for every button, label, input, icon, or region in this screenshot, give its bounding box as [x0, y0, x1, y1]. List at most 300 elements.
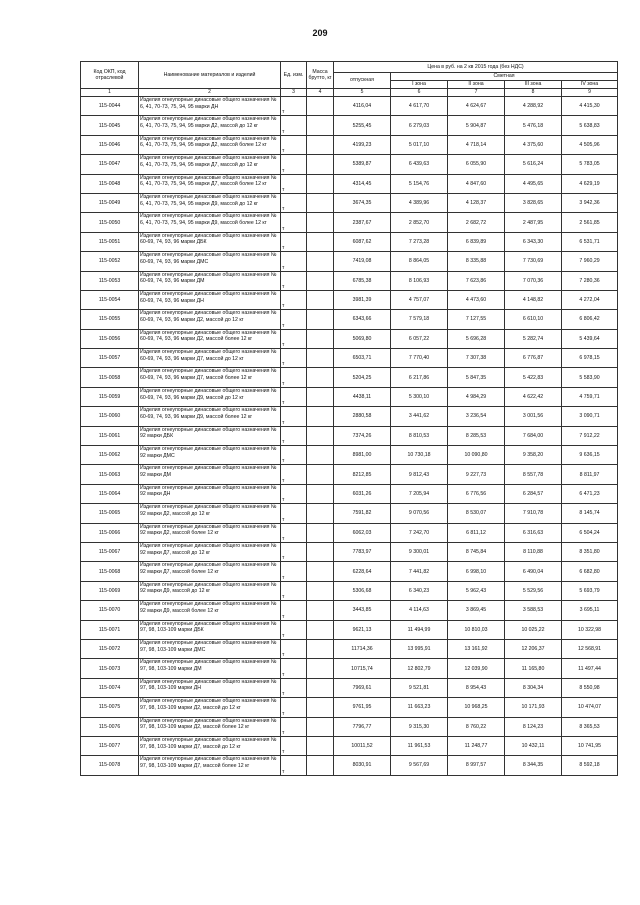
table-row: [81, 426, 618, 445]
row-price-zone-3: 5 282,74: [505, 329, 562, 348]
row-code: 115-0077: [81, 736, 139, 755]
table-row: [81, 542, 618, 561]
row-price-zone-2: 8 335,88: [448, 252, 505, 271]
row-price-zone-4: 5 693,79: [562, 581, 618, 600]
row-price-zone-1: 6 217,86: [391, 368, 448, 387]
table-row: [81, 97, 618, 116]
table-row: [81, 504, 618, 523]
row-price-zone-3: 12 206,37: [505, 639, 562, 658]
row-name: Изделия огнеупорные динасовые общего назначения № 92 марки Д2, массой более 12 кг: [139, 523, 281, 542]
row-price-otpusk: 10715,74: [334, 659, 391, 678]
row-code: 115-0045: [81, 116, 139, 135]
row-price-zone-1: 9 812,43: [391, 465, 448, 484]
table-row: [81, 698, 618, 717]
row-price-zone-1: 7 579,18: [391, 310, 448, 329]
row-mass: [307, 639, 334, 658]
row-unit: т: [281, 426, 307, 445]
row-mass: [307, 213, 334, 232]
row-code: 115-0056: [81, 329, 139, 348]
row-unit: т: [281, 368, 307, 387]
row-price-zone-2: 4 624,67: [448, 97, 505, 116]
row-price-zone-4: 6 806,42: [562, 310, 618, 329]
row-unit: т: [281, 717, 307, 736]
row-unit: т: [281, 756, 307, 775]
row-code: 115-0059: [81, 387, 139, 406]
row-unit: т: [281, 465, 307, 484]
row-price-otpusk: 5204,25: [334, 368, 391, 387]
column-number: 8: [505, 89, 562, 97]
row-price-zone-2: 6 839,89: [448, 232, 505, 251]
row-price-zone-2: 10 968,25: [448, 698, 505, 717]
row-price-zone-2: 7 307,38: [448, 349, 505, 368]
table-row: [81, 659, 618, 678]
row-price-zone-4: 3 090,71: [562, 407, 618, 426]
row-price-zone-1: 9 070,56: [391, 504, 448, 523]
row-price-zone-2: 9 227,73: [448, 465, 505, 484]
row-price-zone-2: 12 039,90: [448, 659, 505, 678]
row-price-zone-4: 6 682,80: [562, 562, 618, 581]
row-price-zone-1: 4 757,07: [391, 290, 448, 309]
row-name: Изделия огнеупорные динасовые общего назначения № 6, 41, 70-73, 75, 94, 95 марки Д7, массой до 12 кг: [139, 155, 281, 174]
row-price-otpusk: 6228,64: [334, 562, 391, 581]
row-code: 115-0076: [81, 717, 139, 736]
row-price-zone-1: 4 389,96: [391, 193, 448, 212]
row-price-zone-1: 4 617,70: [391, 97, 448, 116]
row-price-zone-4: 3 942,36: [562, 193, 618, 212]
column-number: 5: [334, 89, 391, 97]
row-code: 115-0046: [81, 135, 139, 154]
row-price-zone-3: 8 304,34: [505, 678, 562, 697]
row-name: Изделия огнеупорные динасовые общего назначения № 92 марки ДМС: [139, 446, 281, 465]
table-row: [81, 446, 618, 465]
row-unit: т: [281, 736, 307, 755]
row-code: 115-0068: [81, 562, 139, 581]
row-price-zone-3: 5 422,83: [505, 368, 562, 387]
row-name: Изделия огнеупорные динасовые общего назначения № 60-69, 74, 93, 96 марки ДМС: [139, 252, 281, 271]
row-code: 115-0071: [81, 620, 139, 639]
row-price-zone-3: 3 001,56: [505, 407, 562, 426]
header-zone-2: II зона: [448, 81, 505, 89]
row-mass: [307, 349, 334, 368]
row-unit: т: [281, 310, 307, 329]
row-unit: т: [281, 387, 307, 406]
row-price-zone-3: 9 358,20: [505, 446, 562, 465]
row-name: Изделия огнеупорные динасовые общего назначения № 92 марки Д2, массой до 12 кг: [139, 504, 281, 523]
row-price-zone-1: 7 273,28: [391, 232, 448, 251]
row-price-zone-4: 7 912,22: [562, 426, 618, 445]
row-price-zone-2: 8 954,43: [448, 678, 505, 697]
row-price-zone-4: 5 439,64: [562, 329, 618, 348]
row-name: Изделия огнеупорные динасовые общего назначения № 97, 98, 103-109 марки ДБК: [139, 620, 281, 639]
row-price-zone-2: 5 904,87: [448, 116, 505, 135]
row-price-otpusk: 7374,26: [334, 426, 391, 445]
row-price-zone-3: 6 284,57: [505, 484, 562, 503]
row-price-zone-3: 11 165,80: [505, 659, 562, 678]
row-price-zone-1: 6 057,22: [391, 329, 448, 348]
table-row: [81, 174, 618, 193]
row-price-zone-1: 10 730,18: [391, 446, 448, 465]
row-mass: [307, 736, 334, 755]
row-name: Изделия огнеупорные динасовые общего назначения № 92 марки ДН: [139, 484, 281, 503]
row-name: Изделия огнеупорные динасовые общего назначения № 92 марки ДБК: [139, 426, 281, 445]
row-mass: [307, 601, 334, 620]
row-name: Изделия огнеупорные динасовые общего назначения № 6, 41, 70-73, 75, 94, 95 марки Д2, массой до 12 кг: [139, 116, 281, 135]
row-price-zone-2: 10 810,03: [448, 620, 505, 639]
row-price-zone-1: 7 242,70: [391, 523, 448, 542]
row-price-zone-4: 3 695,11: [562, 601, 618, 620]
row-price-zone-1: 8 810,53: [391, 426, 448, 445]
table-row: [81, 484, 618, 503]
row-name: Изделия огнеупорные динасовые общего назначения № 6, 41, 70-73, 75, 94, 95 марки ДН: [139, 97, 281, 116]
row-mass: [307, 329, 334, 348]
row-price-zone-1: 5 154,76: [391, 174, 448, 193]
row-code: 115-0047: [81, 155, 139, 174]
row-price-zone-2: 4 718,14: [448, 135, 505, 154]
row-mass: [307, 290, 334, 309]
table-row: [81, 736, 618, 755]
row-price-otpusk: 6503,71: [334, 349, 391, 368]
row-code: 115-0075: [81, 698, 139, 717]
row-price-zone-4: 5 783,05: [562, 155, 618, 174]
row-mass: [307, 232, 334, 251]
row-name: Изделия огнеупорные динасовые общего назначения № 92 марки Д9, массой более 12 кг: [139, 601, 281, 620]
row-code: 115-0067: [81, 542, 139, 561]
row-price-zone-3: 10 025,22: [505, 620, 562, 639]
row-mass: [307, 387, 334, 406]
row-price-otpusk: 6343,66: [334, 310, 391, 329]
row-price-zone-3: 5 529,56: [505, 581, 562, 600]
row-unit: т: [281, 97, 307, 116]
row-mass: [307, 426, 334, 445]
row-mass: [307, 562, 334, 581]
column-number-row: [81, 89, 618, 97]
row-price-zone-2: 8 760,22: [448, 717, 505, 736]
row-price-otpusk: 2880,58: [334, 407, 391, 426]
row-code: 115-0078: [81, 756, 139, 775]
row-name: Изделия огнеупорные динасовые общего назначения № 92 марки Д7, массой более 12 кг: [139, 562, 281, 581]
row-mass: [307, 174, 334, 193]
row-name: Изделия огнеупорные динасовые общего назначения № 60-69, 74, 93, 96 марки Д9, массой более 12 кг: [139, 407, 281, 426]
row-price-zone-3: 4 495,65: [505, 174, 562, 193]
row-price-zone-2: 3 869,45: [448, 601, 505, 620]
row-price-zone-2: 8 997,57: [448, 756, 505, 775]
row-mass: [307, 620, 334, 639]
row-price-otpusk: 6062,03: [334, 523, 391, 542]
row-price-otpusk: 9621,13: [334, 620, 391, 639]
table-row: [81, 135, 618, 154]
row-price-zone-1: 5 017,10: [391, 135, 448, 154]
row-price-otpusk: 9761,95: [334, 698, 391, 717]
row-price-otpusk: 7796,77: [334, 717, 391, 736]
row-code: 115-0055: [81, 310, 139, 329]
header-zone-1: I зона: [391, 81, 448, 89]
table-row: [81, 310, 618, 329]
row-price-zone-2: 6 055,90: [448, 155, 505, 174]
header-mass: Масса брутто, кг: [307, 62, 334, 89]
row-mass: [307, 717, 334, 736]
table-row: [81, 213, 618, 232]
row-code: 115-0053: [81, 271, 139, 290]
row-price-otpusk: 7783,97: [334, 542, 391, 561]
table-row: [81, 639, 618, 658]
row-mass: [307, 310, 334, 329]
row-price-zone-1: 7 441,82: [391, 562, 448, 581]
row-price-zone-3: 7 910,78: [505, 504, 562, 523]
row-name: Изделия огнеупорные динасовые общего назначения № 60-69, 74, 93, 96 марки Д9, массой до 12 кг: [139, 387, 281, 406]
table-row: [81, 349, 618, 368]
row-name: Изделия огнеупорные динасовые общего назначения № 6, 41, 70-73, 75, 94, 95 марки Д2, массой более 12 кг: [139, 135, 281, 154]
row-price-zone-1: 9 521,81: [391, 678, 448, 697]
row-unit: т: [281, 601, 307, 620]
row-price-otpusk: 7969,61: [334, 678, 391, 697]
row-price-zone-4: 7 960,29: [562, 252, 618, 271]
row-mass: [307, 523, 334, 542]
row-unit: т: [281, 174, 307, 193]
row-price-zone-3: 5 616,24: [505, 155, 562, 174]
table-row: [81, 290, 618, 309]
row-mass: [307, 756, 334, 775]
row-price-zone-1: 11 663,23: [391, 698, 448, 717]
row-price-zone-3: 6 316,63: [505, 523, 562, 542]
row-name: Изделия огнеупорные динасовые общего назначения № 60-69, 74, 93, 96 марки ДМ: [139, 271, 281, 290]
row-unit: т: [281, 446, 307, 465]
row-name: Изделия огнеупорные динасовые общего назначения № 97, 98, 103-109 марки ДМС: [139, 639, 281, 658]
row-price-zone-2: 5 962,43: [448, 581, 505, 600]
row-code: 115-0066: [81, 523, 139, 542]
row-code: 115-0052: [81, 252, 139, 271]
row-price-otpusk: 6031,26: [334, 484, 391, 503]
table-row: [81, 193, 618, 212]
row-mass: [307, 698, 334, 717]
table-row: [81, 407, 618, 426]
row-code: 115-0058: [81, 368, 139, 387]
row-price-zone-3: 6 343,30: [505, 232, 562, 251]
column-number: 6: [391, 89, 448, 97]
row-name: Изделия огнеупорные динасовые общего назначения № 60-69, 74, 93, 96 марки ДБК: [139, 232, 281, 251]
row-price-zone-1: 2 852,70: [391, 213, 448, 232]
row-mass: [307, 504, 334, 523]
row-price-zone-4: 4 759,71: [562, 387, 618, 406]
row-unit: т: [281, 698, 307, 717]
row-price-otpusk: 5069,80: [334, 329, 391, 348]
row-price-zone-1: 7 770,40: [391, 349, 448, 368]
header-unit: Ед. изм.: [281, 62, 307, 89]
row-price-zone-1: 11 494,99: [391, 620, 448, 639]
row-price-zone-4: 8 365,53: [562, 717, 618, 736]
header-otpusk: отпускная: [334, 73, 391, 89]
row-unit: т: [281, 620, 307, 639]
row-price-zone-4: 10 741,95: [562, 736, 618, 755]
row-price-zone-4: 4 629,19: [562, 174, 618, 193]
row-price-otpusk: 2387,67: [334, 213, 391, 232]
row-unit: т: [281, 155, 307, 174]
table-row: [81, 465, 618, 484]
row-price-otpusk: 10011,52: [334, 736, 391, 755]
row-name: Изделия огнеупорные динасовые общего назначения № 60-69, 74, 93, 96 марки ДН: [139, 290, 281, 309]
row-price-zone-3: 4 622,42: [505, 387, 562, 406]
row-mass: [307, 484, 334, 503]
row-mass: [307, 252, 334, 271]
row-price-zone-3: 7 070,36: [505, 271, 562, 290]
row-name: Изделия огнеупорные динасовые общего назначения № 60-69, 74, 93, 96 марки Д2, массой более 12 кг: [139, 329, 281, 348]
row-code: 115-0072: [81, 639, 139, 658]
row-mass: [307, 678, 334, 697]
page-number: 209: [312, 28, 328, 38]
row-price-zone-2: 6 776,56: [448, 484, 505, 503]
row-name: Изделия огнеупорные динасовые общего назначения № 97, 98, 103-109 марки ДМ: [139, 659, 281, 678]
row-price-zone-4: 4 415,30: [562, 97, 618, 116]
header-code: Код ОКП, код отраслевой: [81, 62, 139, 89]
row-mass: [307, 446, 334, 465]
row-price-zone-4: 6 504,24: [562, 523, 618, 542]
row-price-zone-4: 10 474,07: [562, 698, 618, 717]
row-code: 115-0050: [81, 213, 139, 232]
row-price-zone-4: 8 145,74: [562, 504, 618, 523]
row-unit: т: [281, 523, 307, 542]
column-number: 9: [562, 89, 618, 97]
row-price-otpusk: 4116,04: [334, 97, 391, 116]
row-code: 115-0062: [81, 446, 139, 465]
row-price-zone-2: 3 236,54: [448, 407, 505, 426]
row-price-otpusk: 7419,08: [334, 252, 391, 271]
row-price-zone-1: 6 340,23: [391, 581, 448, 600]
row-price-zone-1: 9 300,01: [391, 542, 448, 561]
row-unit: т: [281, 213, 307, 232]
row-unit: т: [281, 232, 307, 251]
row-price-zone-3: 8 110,88: [505, 542, 562, 561]
table-row: [81, 329, 618, 348]
row-price-zone-4: 5 638,83: [562, 116, 618, 135]
row-price-zone-4: 8 592,18: [562, 756, 618, 775]
row-price-zone-3: 10 432,11: [505, 736, 562, 755]
column-number: 7: [448, 89, 505, 97]
row-unit: т: [281, 504, 307, 523]
row-price-zone-3: 10 171,93: [505, 698, 562, 717]
row-code: 115-0044: [81, 97, 139, 116]
row-name: Изделия огнеупорные динасовые общего назначения № 60-69, 74, 93, 96 марки Д7, массой до 12 кг: [139, 349, 281, 368]
row-name: Изделия огнеупорные динасовые общего назначения № 6, 41, 70-73, 75, 94, 95 марки Д9, массой более 12 кг: [139, 213, 281, 232]
row-price-zone-4: 10 322,98: [562, 620, 618, 639]
table-row: [81, 368, 618, 387]
row-price-zone-1: 13 995,91: [391, 639, 448, 658]
row-name: Изделия огнеупорные динасовые общего назначения № 97, 98, 103-109 марки Д2, массой до 12 кг: [139, 698, 281, 717]
row-price-zone-1: 9 567,69: [391, 756, 448, 775]
row-unit: т: [281, 290, 307, 309]
header-zone-4: IV зона: [562, 81, 618, 89]
row-price-otpusk: 8030,91: [334, 756, 391, 775]
row-price-zone-1: 7 205,94: [391, 484, 448, 503]
row-name: Изделия огнеупорные динасовые общего назначения № 60-69, 74, 93, 96 марки Д2, массой до 12 кг: [139, 310, 281, 329]
row-price-zone-2: 4 473,60: [448, 290, 505, 309]
row-price-otpusk: 4199,23: [334, 135, 391, 154]
row-price-zone-2: 4 984,29: [448, 387, 505, 406]
row-price-zone-1: 4 114,63: [391, 601, 448, 620]
row-price-otpusk: 11714,36: [334, 639, 391, 658]
row-price-zone-4: 6 531,71: [562, 232, 618, 251]
row-price-zone-3: 8 124,23: [505, 717, 562, 736]
row-mass: [307, 659, 334, 678]
row-price-zone-1: 8 864,05: [391, 252, 448, 271]
row-price-zone-2: 5 847,35: [448, 368, 505, 387]
header-smetnaya: Сметная: [391, 73, 618, 81]
row-code: 115-0061: [81, 426, 139, 445]
row-price-otpusk: 4314,45: [334, 174, 391, 193]
row-price-zone-3: 3 588,53: [505, 601, 562, 620]
table-row: [81, 523, 618, 542]
row-mass: [307, 465, 334, 484]
row-unit: т: [281, 135, 307, 154]
row-price-zone-3: 6 776,87: [505, 349, 562, 368]
row-price-otpusk: 7591,82: [334, 504, 391, 523]
row-unit: т: [281, 562, 307, 581]
row-price-zone-2: 11 248,77: [448, 736, 505, 755]
price-table: [80, 61, 618, 776]
row-price-zone-4: 9 636,15: [562, 446, 618, 465]
row-price-zone-4: 11 497,44: [562, 659, 618, 678]
table-row: [81, 620, 618, 639]
row-price-zone-2: 4 128,37: [448, 193, 505, 212]
column-number: 4: [307, 89, 334, 97]
row-price-zone-3: 6 610,10: [505, 310, 562, 329]
row-price-zone-3: 5 476,18: [505, 116, 562, 135]
row-name: Изделия огнеупорные динасовые общего назначения № 97, 98, 103-109 марки Д7, массой до 12 кг: [139, 736, 281, 755]
row-price-otpusk: 4438,11: [334, 387, 391, 406]
row-name: Изделия огнеупорные динасовые общего назначения № 97, 98, 103-109 марки ДН: [139, 678, 281, 697]
row-mass: [307, 155, 334, 174]
row-price-zone-4: 8 351,80: [562, 542, 618, 561]
row-code: 115-0073: [81, 659, 139, 678]
row-price-zone-2: 7 623,86: [448, 271, 505, 290]
row-price-zone-1: 8 106,93: [391, 271, 448, 290]
row-price-otpusk: 3674,35: [334, 193, 391, 212]
row-price-zone-1: 6 279,03: [391, 116, 448, 135]
row-unit: т: [281, 252, 307, 271]
row-mass: [307, 116, 334, 135]
row-price-otpusk: 5306,68: [334, 581, 391, 600]
row-price-zone-3: 4 288,92: [505, 97, 562, 116]
row-mass: [307, 542, 334, 561]
row-price-otpusk: 8212,85: [334, 465, 391, 484]
row-name: Изделия огнеупорные динасовые общего назначения № 60-69, 74, 93, 96 марки Д7, массой более 12 кг: [139, 368, 281, 387]
row-mass: [307, 581, 334, 600]
column-number: 1: [81, 89, 139, 97]
row-price-zone-2: 13 161,92: [448, 639, 505, 658]
row-name: Изделия огнеупорные динасовые общего назначения № 6, 41, 70-73, 75, 94, 95 марки Д7, массой более 12 кг: [139, 174, 281, 193]
row-code: 115-0048: [81, 174, 139, 193]
row-code: 115-0057: [81, 349, 139, 368]
row-price-zone-1: 12 802,79: [391, 659, 448, 678]
row-name: Изделия огнеупорные динасовые общего назначения № 92 марки Д9, массой до 12 кг: [139, 581, 281, 600]
row-price-zone-2: 4 847,60: [448, 174, 505, 193]
row-price-zone-1: 6 439,63: [391, 155, 448, 174]
row-unit: т: [281, 678, 307, 697]
row-price-zone-4: 8 550,98: [562, 678, 618, 697]
row-code: 115-0063: [81, 465, 139, 484]
row-price-zone-4: 7 280,36: [562, 271, 618, 290]
row-unit: т: [281, 349, 307, 368]
row-price-zone-1: 9 315,30: [391, 717, 448, 736]
row-unit: т: [281, 193, 307, 212]
row-name: Изделия огнеупорные динасовые общего назначения № 97, 98, 103-109 марки Д7, массой более 12 кг: [139, 756, 281, 775]
row-code: 115-0069: [81, 581, 139, 600]
row-price-zone-4: 6 978,15: [562, 349, 618, 368]
row-unit: т: [281, 639, 307, 658]
row-unit: т: [281, 659, 307, 678]
row-price-zone-2: 8 530,07: [448, 504, 505, 523]
row-price-zone-4: 2 561,85: [562, 213, 618, 232]
row-price-zone-4: 6 471,23: [562, 484, 618, 503]
table-row: [81, 678, 618, 697]
